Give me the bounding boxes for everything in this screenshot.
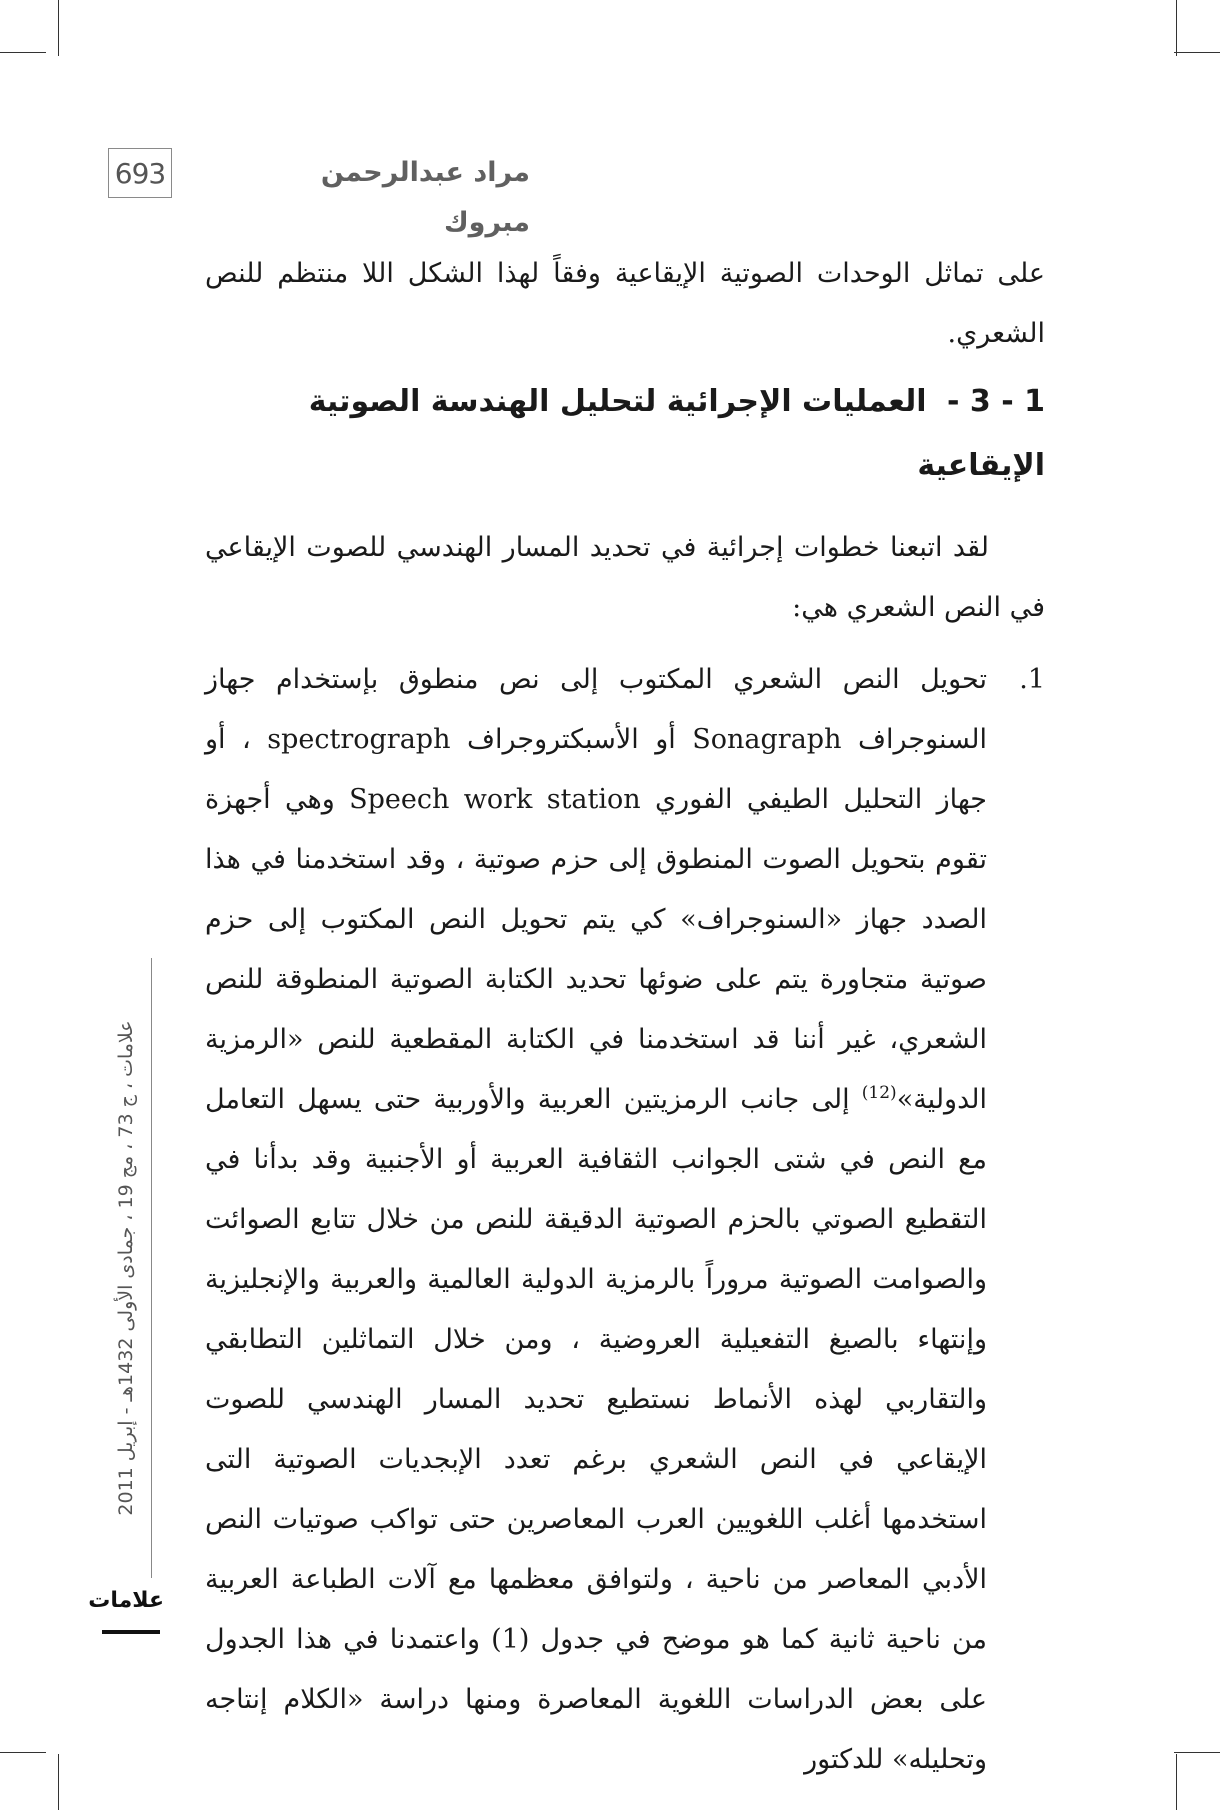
text-run: ، أو جهاز التحليل الطيفي الفوري xyxy=(205,724,987,815)
journal-logo: علامات xyxy=(88,1588,164,1613)
term-sonagraph: Sonagraph xyxy=(692,724,842,755)
section-number: 1 - 3 - xyxy=(947,384,1045,419)
journal-citation: علامات ، ج 73 ، مج 19 ، جمادى الأولى 1432هـ - إبريل 2011 xyxy=(115,1020,137,1516)
crop-mark-top-left-v xyxy=(58,0,59,56)
text-run: وهي أجهزة تقوم بتحويل الصوت المنطوق إلى حزم صوتية ، وقد استخدمنا في هذا الصدد جهاز «السنوجراف» كي يتم تحويل النص المكتوب إلى حزم صوتية متجاورة يتم على ضوئها تحديد الكتابة الصوتية المنطوقة للنص الشعري، غير أننا قد استخدمنا في الكتابة المقطعية للنص «الرمزية الدولية» xyxy=(205,784,987,1115)
crop-mark-top-left-h xyxy=(0,52,46,53)
text-run: أو الأسبكتروجراف xyxy=(450,724,693,755)
crop-mark-top-right-v xyxy=(1176,0,1177,56)
footnote-ref: (12) xyxy=(861,1083,897,1103)
intro-paragraph: على تماثل الوحدات الصوتية الإيقاعية وفقاً لهذا الشكل اللا منتظم للنص الشعري. xyxy=(205,258,1045,349)
crop-mark-top-right-h xyxy=(1174,52,1220,53)
crop-mark-bottom-left-v xyxy=(58,1754,59,1810)
crop-mark-bottom-right-h xyxy=(1174,1752,1220,1753)
section-heading xyxy=(205,370,1045,498)
text-run: تحويل النص الشعري المكتوب إلى نص منطوق بإستخدام جهاز السنوجراف xyxy=(205,664,987,755)
article-body xyxy=(205,244,1045,1790)
journal-logo-underline xyxy=(102,1630,160,1634)
term-speech-work-station: Speech work station xyxy=(349,784,641,815)
text-run: إلى جانب الرمزيتين العربية والأوربية حتى يسهل التعامل مع النص في شتى الجوانب الثقافية العربية أو الأجنبية وقد بدأنا في التقطيع الصوتي بالحزم الصوتية الدقيقة للنص من خلال تتابع الصوائت والصوامت الصوتية مروراً بالرمزية الدولية العالمية والعربية والإنجليزية وإنتهاء بالصيغ التفعيلية العروضية ، ومن خلال التماثلين التطابقي والتقاربي لهذه الأنماط نستطيع تحديد المسار الهندسي للصوت الإيقاعي في النص الشعري برغم تعدد الإبجديات الصوتية التى استخدمها أغلب اللغويين العرب المعاصرين حتى تواكب صوتيات النص الأدبي المعاصر من ناحية ، ولتوافق معظمها مع آلات الطباعة العربية من ناحية ثانية كما هو موضح في جدول (1) واعتمدنا في هذا الجدول على بعض الدراسات اللغوية المعاصرة ومنها دراسة «الكلام إنتاجه وتحليله» للدكتور xyxy=(205,1084,988,1775)
list-item xyxy=(205,650,1045,1790)
journal-side-caption xyxy=(104,958,148,1578)
section-title: العمليات الإجرائية لتحليل الهندسة الصوتية الإيقاعية xyxy=(308,384,1045,483)
crop-mark-bottom-right-v xyxy=(1176,1754,1177,1810)
side-rule xyxy=(151,958,152,1578)
page-number: 693 xyxy=(108,148,172,198)
crop-mark-bottom-left-h xyxy=(0,1752,46,1753)
list-item-text xyxy=(205,650,987,1790)
running-header-author: مراد عبدالرحمن مبروك xyxy=(320,157,530,238)
list-marker: 1. xyxy=(1019,664,1045,695)
term-spectrograph: spectrograph xyxy=(267,724,451,755)
lead-paragraph: لقد اتبعنا خطوات إجرائية في تحديد المسار الهندسي للصوت الإيقاعي في النص الشعري هي: xyxy=(205,532,1045,623)
